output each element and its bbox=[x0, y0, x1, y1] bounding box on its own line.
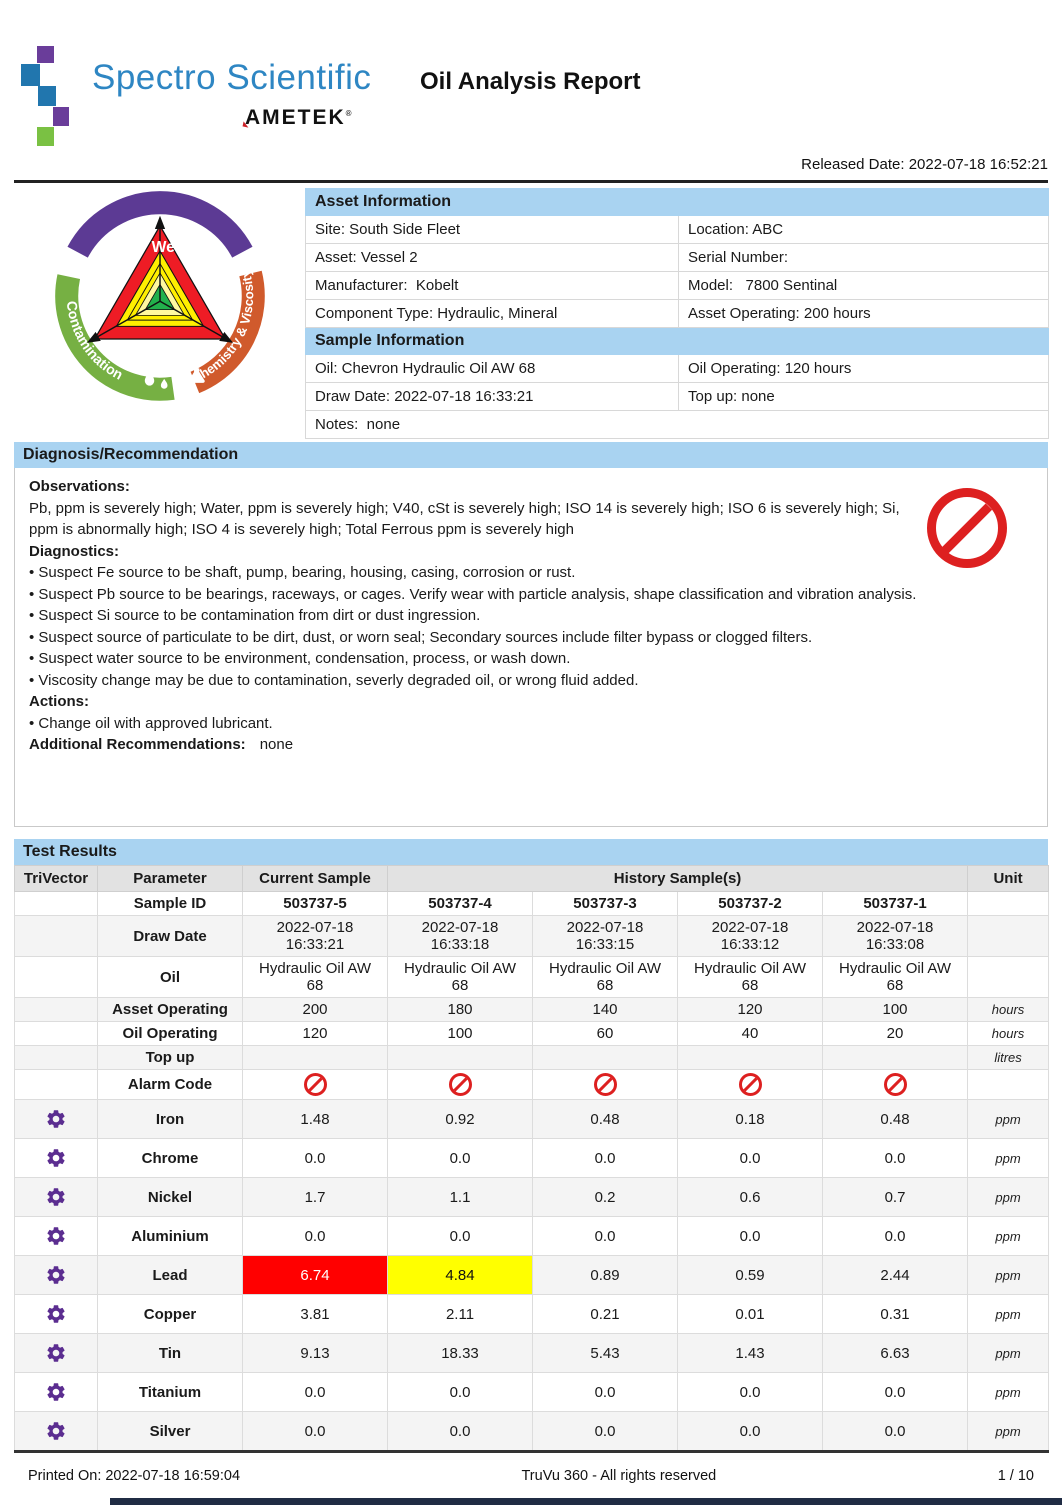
value-cell: 0.0 bbox=[678, 1412, 823, 1452]
value-cell: 0.0 bbox=[678, 1217, 823, 1256]
alarm-icon bbox=[739, 1073, 762, 1096]
value-cell: 200 bbox=[243, 998, 388, 1022]
value-cell: 0.6 bbox=[678, 1178, 823, 1217]
trivector-gauge bbox=[50, 186, 270, 406]
value-cell: 0.7 bbox=[823, 1178, 968, 1217]
parameter-label: Aluminium bbox=[98, 1217, 243, 1256]
results-row-copper bbox=[15, 1295, 1049, 1334]
results-row-lead bbox=[15, 1256, 1049, 1295]
gear-icon bbox=[45, 1186, 67, 1208]
parameter-label: Tin bbox=[98, 1334, 243, 1373]
value-cell: 0.59 bbox=[678, 1256, 823, 1295]
parameter-label: Oil Operating bbox=[98, 1022, 243, 1046]
trivector-cell bbox=[15, 892, 98, 916]
trivector-cell bbox=[15, 1295, 98, 1334]
value-cell: 20 bbox=[823, 1022, 968, 1046]
value-cell: 6.74 bbox=[243, 1256, 388, 1295]
info-cell: Site: South Side Fleet bbox=[306, 216, 679, 244]
chemistry-label: Chemistry & Viscosity bbox=[189, 268, 257, 386]
unit-cell: ppm bbox=[968, 1256, 1049, 1295]
results-row-alarm-code bbox=[15, 1070, 1049, 1100]
trivector-cell bbox=[15, 916, 98, 957]
value-cell bbox=[823, 1070, 968, 1100]
alarm-icon bbox=[884, 1073, 907, 1096]
value-cell: 0.31 bbox=[823, 1295, 968, 1334]
results-row-sample-id bbox=[15, 892, 1049, 916]
value-cell bbox=[823, 1046, 968, 1070]
col-trivector: TriVector bbox=[15, 866, 98, 892]
logo-square-green-1 bbox=[37, 127, 54, 146]
results-row-oil bbox=[15, 957, 1049, 998]
wear-label: Wear bbox=[151, 239, 190, 256]
value-cell: 503737-5 bbox=[243, 892, 388, 916]
trivector-cell bbox=[15, 1070, 98, 1100]
value-cell: 0.0 bbox=[823, 1412, 968, 1452]
info-table-body bbox=[306, 189, 1049, 439]
parameter-label: Top up bbox=[98, 1046, 243, 1070]
value-cell: 0.48 bbox=[823, 1100, 968, 1139]
info-row bbox=[306, 383, 1049, 411]
results-row-top-up bbox=[15, 1046, 1049, 1070]
value-cell: Hydraulic Oil AW 68 bbox=[533, 957, 678, 998]
actions-list bbox=[29, 713, 1033, 735]
value-cell: 18.33 bbox=[388, 1334, 533, 1373]
value-cell: 9.13 bbox=[243, 1334, 388, 1373]
diagnostic-item: • Suspect Pb source to be bearings, raceways, or cages. Verify wear with particle analysis, shape classification and vibration analysis. bbox=[29, 585, 917, 603]
value-cell: Hydraulic Oil AW 68 bbox=[243, 957, 388, 998]
info-row bbox=[306, 300, 1049, 328]
trivector-cell bbox=[15, 1373, 98, 1412]
page-footer bbox=[0, 1468, 1062, 1484]
value-cell: 503737-2 bbox=[678, 892, 823, 916]
col-unit: Unit bbox=[968, 866, 1049, 892]
asset-information-title: Asset Information bbox=[306, 189, 1049, 216]
results-row-aluminium bbox=[15, 1217, 1049, 1256]
value-cell: 503737-4 bbox=[388, 892, 533, 916]
value-cell bbox=[243, 1070, 388, 1100]
value-cell: 0.0 bbox=[388, 1217, 533, 1256]
parameter-label: Oil bbox=[98, 957, 243, 998]
unit-cell bbox=[968, 957, 1049, 998]
value-cell: 0.2 bbox=[533, 1178, 678, 1217]
unit-cell: ppm bbox=[968, 1295, 1049, 1334]
trivector-cell bbox=[15, 1046, 98, 1070]
value-cell: 503737-3 bbox=[533, 892, 678, 916]
trivector-cell bbox=[15, 1334, 98, 1373]
value-cell bbox=[678, 1046, 823, 1070]
observations-label: Observations: bbox=[29, 478, 130, 495]
sub-brand bbox=[245, 106, 352, 130]
alarm-icon bbox=[594, 1073, 617, 1096]
results-table-body bbox=[15, 892, 1049, 1452]
contamination-burst-icon bbox=[76, 256, 89, 269]
parameter-label: Lead bbox=[98, 1256, 243, 1295]
gear-icon bbox=[45, 1342, 67, 1364]
parameter-label: Chrome bbox=[98, 1139, 243, 1178]
unit-cell: ppm bbox=[968, 1373, 1049, 1412]
trivector-cell bbox=[15, 1139, 98, 1178]
trivector-cell bbox=[15, 1100, 98, 1139]
value-cell: 0.0 bbox=[243, 1139, 388, 1178]
results-row-nickel bbox=[15, 1178, 1049, 1217]
registered-mark: ® bbox=[345, 109, 352, 118]
parameter-label: Titanium bbox=[98, 1373, 243, 1412]
value-cell bbox=[533, 1046, 678, 1070]
diagnostics-label: Diagnostics: bbox=[29, 542, 120, 560]
info-cell: Serial Number: bbox=[679, 244, 1049, 272]
results-row-asset-operating bbox=[15, 998, 1049, 1022]
trivector-cell bbox=[15, 1178, 98, 1217]
unit-cell: ppm bbox=[968, 1334, 1049, 1373]
action-item: • Change oil with approved lubricant. bbox=[29, 714, 273, 732]
unit-cell: ppm bbox=[968, 1217, 1049, 1256]
value-cell: Hydraulic Oil AW 68 bbox=[823, 957, 968, 998]
value-cell: 0.0 bbox=[388, 1412, 533, 1452]
additional-label: Additional Recommendations: bbox=[29, 736, 246, 753]
results-table bbox=[14, 865, 1049, 1453]
value-cell: 0.0 bbox=[823, 1217, 968, 1256]
value-cell: 0.0 bbox=[243, 1217, 388, 1256]
info-row bbox=[306, 272, 1049, 300]
value-cell: 120 bbox=[678, 998, 823, 1022]
value-cell: Hydraulic Oil AW 68 bbox=[388, 957, 533, 998]
value-cell: 5.43 bbox=[533, 1334, 678, 1373]
alarm-icon bbox=[449, 1073, 472, 1096]
info-row bbox=[306, 244, 1049, 272]
unit-cell: ppm bbox=[968, 1412, 1049, 1452]
unit-cell: hours bbox=[968, 998, 1049, 1022]
value-cell: 0.0 bbox=[533, 1412, 678, 1452]
results-row-chrome bbox=[15, 1139, 1049, 1178]
diagnostic-item: • Suspect source of particulate to be dirt, dust, or worn seal; Secondary sources include filter bypass or clogged filters. bbox=[29, 628, 813, 646]
test-results-section bbox=[14, 839, 1048, 1453]
value-cell bbox=[388, 1070, 533, 1100]
parameter-label: Alarm Code bbox=[98, 1070, 243, 1100]
asset-sample-info bbox=[305, 188, 1048, 439]
diagnostics-list bbox=[29, 562, 1033, 691]
value-cell: 2022-07-18 16:33:15 bbox=[533, 916, 678, 957]
results-header-row bbox=[15, 866, 1049, 892]
value-cell: 2022-07-18 16:33:18 bbox=[388, 916, 533, 957]
wear-gear-icon bbox=[134, 237, 145, 249]
info-cell: Asset: Vessel 2 bbox=[306, 244, 679, 272]
logo-square-purple-2 bbox=[53, 107, 69, 126]
diagnosis-body bbox=[14, 468, 1048, 827]
test-results-title: Test Results bbox=[14, 839, 1048, 865]
value-cell: 6.63 bbox=[823, 1334, 968, 1373]
value-cell: 0.01 bbox=[678, 1295, 823, 1334]
value-cell: 0.21 bbox=[533, 1295, 678, 1334]
trivector-cell bbox=[15, 1217, 98, 1256]
additional-value: none bbox=[259, 736, 294, 753]
top-info-section bbox=[0, 182, 1062, 434]
value-cell: 0.92 bbox=[388, 1100, 533, 1139]
diagnosis-section bbox=[14, 442, 1048, 827]
unit-cell: ppm bbox=[968, 1139, 1049, 1178]
unit-cell bbox=[968, 892, 1049, 916]
value-cell: 0.0 bbox=[823, 1139, 968, 1178]
diagnosis-title: Diagnosis/Recommendation bbox=[14, 442, 1048, 468]
window-bottom-edge bbox=[110, 1498, 1062, 1505]
value-cell: 0.0 bbox=[388, 1373, 533, 1412]
parameter-label: Iron bbox=[98, 1100, 243, 1139]
parameter-label: Asset Operating bbox=[98, 998, 243, 1022]
info-cell: Manufacturer: Kobelt bbox=[306, 272, 679, 300]
trivector-cell bbox=[15, 998, 98, 1022]
value-cell: 3.81 bbox=[243, 1295, 388, 1334]
value-cell: Hydraulic Oil AW 68 bbox=[678, 957, 823, 998]
value-cell: 1.7 bbox=[243, 1178, 388, 1217]
value-cell: 0.0 bbox=[533, 1139, 678, 1178]
col-current-sample: Current Sample bbox=[243, 866, 388, 892]
info-cell: Component Type: Hydraulic, Mineral bbox=[306, 300, 679, 328]
diagnostic-item: • Viscosity change may be due to contamination, severly degraded oil, or wrong fluid added. bbox=[29, 671, 639, 689]
value-cell: 40 bbox=[678, 1022, 823, 1046]
results-row-titanium bbox=[15, 1373, 1049, 1412]
report-header bbox=[0, 0, 1062, 182]
info-table bbox=[305, 188, 1049, 439]
col-parameter: Parameter bbox=[98, 866, 243, 892]
value-cell: 0.0 bbox=[533, 1373, 678, 1412]
col-history-samples: History Sample(s) bbox=[388, 866, 968, 892]
value-cell bbox=[388, 1046, 533, 1070]
unit-cell bbox=[968, 916, 1049, 957]
info-row bbox=[306, 355, 1049, 383]
value-cell: 1.43 bbox=[678, 1334, 823, 1373]
alarm-icon bbox=[304, 1073, 327, 1096]
unit-cell: ppm bbox=[968, 1178, 1049, 1217]
parameter-label: Nickel bbox=[98, 1178, 243, 1217]
parameter-label: Silver bbox=[98, 1412, 243, 1452]
value-cell: 0.89 bbox=[533, 1256, 678, 1295]
page-number: 1 / 10 bbox=[997, 1468, 1034, 1484]
unit-cell: ppm bbox=[968, 1100, 1049, 1139]
value-cell: 4.84 bbox=[388, 1256, 533, 1295]
value-cell: 100 bbox=[388, 1022, 533, 1046]
value-cell: 2022-07-18 16:33:12 bbox=[678, 916, 823, 957]
results-row-tin bbox=[15, 1334, 1049, 1373]
value-cell: 0.0 bbox=[533, 1217, 678, 1256]
unit-cell bbox=[968, 1070, 1049, 1100]
page-title: Oil Analysis Report bbox=[420, 68, 641, 95]
results-row-oil-operating bbox=[15, 1022, 1049, 1046]
info-row bbox=[306, 216, 1049, 244]
unit-cell: hours bbox=[968, 1022, 1049, 1046]
sample-information-title: Sample Information bbox=[306, 328, 1049, 355]
gear-icon bbox=[45, 1108, 67, 1130]
observations-text: Pb, ppm is severely high; Water, ppm is severely high; V40, cSt is severely high; ISO 14 is severely high; ISO 6 is severely high; Si, ppm is abnormally high; ISO 4 is severely high; Total Ferrous ppm is severely high bbox=[29, 499, 900, 538]
value-cell: 2.44 bbox=[823, 1256, 968, 1295]
value-cell: 0.0 bbox=[243, 1412, 388, 1452]
parameter-label: Sample ID bbox=[98, 892, 243, 916]
value-cell bbox=[243, 1046, 388, 1070]
notes-cell: Notes: none bbox=[306, 411, 1049, 439]
value-cell: 0.18 bbox=[678, 1100, 823, 1139]
value-cell: 140 bbox=[533, 998, 678, 1022]
diagnostic-item: • Suspect water source to be environment, condensation, process, or wash down. bbox=[29, 650, 571, 667]
logo-square-purple-1 bbox=[37, 46, 54, 63]
released-date: Released Date: 2022-07-18 16:52:21 bbox=[801, 156, 1048, 173]
info-cell: Oil: Chevron Hydraulic Oil AW 68 bbox=[306, 355, 679, 383]
diagnostic-item: • Suspect Si source to be contamination from dirt or dust ingression. bbox=[29, 607, 481, 624]
sub-brand-text: AMETEK bbox=[245, 106, 346, 129]
gear-icon bbox=[45, 1381, 67, 1403]
value-cell: 60 bbox=[533, 1022, 678, 1046]
trivector-cell bbox=[15, 1022, 98, 1046]
gear-icon bbox=[45, 1147, 67, 1169]
value-cell bbox=[533, 1070, 678, 1100]
value-cell: 1.48 bbox=[243, 1100, 388, 1139]
gear-icon bbox=[45, 1420, 67, 1442]
gear-icon bbox=[45, 1264, 67, 1286]
value-cell: 180 bbox=[388, 998, 533, 1022]
value-cell: 2022-07-18 16:33:08 bbox=[823, 916, 968, 957]
logo-square-blue-1 bbox=[21, 64, 40, 86]
gear-icon bbox=[45, 1303, 67, 1325]
value-cell: 2022-07-18 16:33:21 bbox=[243, 916, 388, 957]
trivector-cell bbox=[15, 1412, 98, 1452]
info-cell: Top up: none bbox=[679, 383, 1049, 411]
brand-name: Spectro Scientific bbox=[92, 58, 372, 97]
printed-on: Printed On: 2022-07-18 16:59:04 bbox=[28, 1468, 241, 1484]
unit-cell: litres bbox=[968, 1046, 1049, 1070]
parameter-label: Draw Date bbox=[98, 916, 243, 957]
results-row-iron bbox=[15, 1100, 1049, 1139]
info-cell: Draw Date: 2022-07-18 16:33:21 bbox=[306, 383, 679, 411]
value-cell: 2.11 bbox=[388, 1295, 533, 1334]
info-cell: Location: ABC bbox=[679, 216, 1049, 244]
additional-recommendations bbox=[29, 734, 1033, 756]
value-cell: 0.0 bbox=[243, 1373, 388, 1412]
diagnosis-alert-icon bbox=[927, 488, 1007, 568]
value-cell bbox=[678, 1070, 823, 1100]
logo-square-blue-2 bbox=[38, 86, 56, 106]
trivector-cell bbox=[15, 1256, 98, 1295]
info-cell: Oil Operating: 120 hours bbox=[679, 355, 1049, 383]
footer-center: TruVu 360 - All rights reserved bbox=[521, 1468, 717, 1484]
parameter-label: Copper bbox=[98, 1295, 243, 1334]
value-cell: 0.48 bbox=[533, 1100, 678, 1139]
trivector-cell bbox=[15, 957, 98, 998]
value-cell: 0.0 bbox=[388, 1139, 533, 1178]
value-cell: 100 bbox=[823, 998, 968, 1022]
results-row-draw-date bbox=[15, 916, 1049, 957]
info-cell: Model: 7800 Sentinal bbox=[679, 272, 1049, 300]
value-cell: 120 bbox=[243, 1022, 388, 1046]
value-cell: 503737-1 bbox=[823, 892, 968, 916]
value-cell: 0.0 bbox=[678, 1139, 823, 1178]
info-cell: Asset Operating: 200 hours bbox=[679, 300, 1049, 328]
diagnostic-item: • Suspect Fe source to be shaft, pump, bearing, housing, casing, corrosion or rust. bbox=[29, 564, 576, 581]
gear-icon bbox=[45, 1225, 67, 1247]
value-cell: 0.0 bbox=[678, 1373, 823, 1412]
results-row-silver bbox=[15, 1412, 1049, 1452]
value-cell: 1.1 bbox=[388, 1178, 533, 1217]
actions-label: Actions: bbox=[29, 693, 89, 710]
value-cell: 0.0 bbox=[823, 1373, 968, 1412]
contamination-label: Contamination bbox=[63, 300, 126, 383]
